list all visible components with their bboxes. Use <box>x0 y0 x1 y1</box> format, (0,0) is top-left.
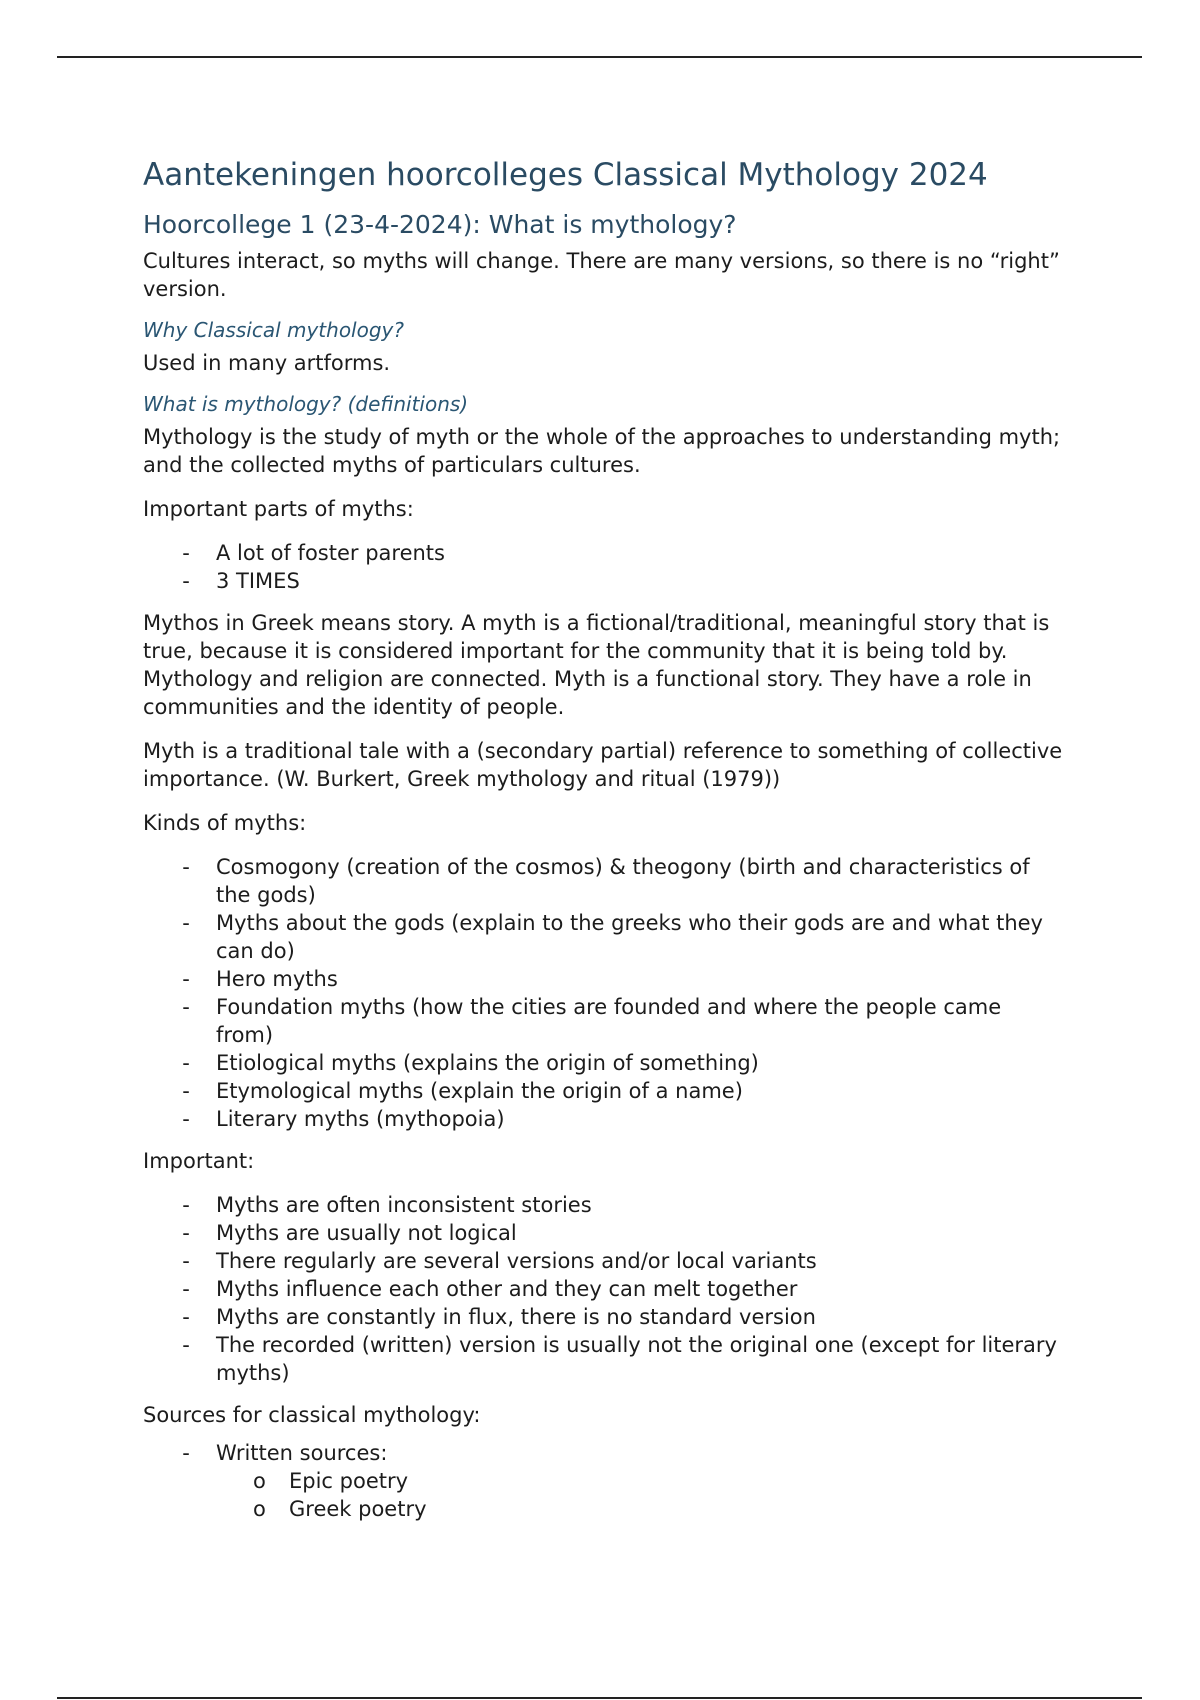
kinds-list <box>143 853 1063 1133</box>
list-item: - Foundation myths (how the cities are founded and where the people came from) <box>216 993 1063 1049</box>
lecture-heading: Hoorcollege 1 (23-4-2024): What is mythology? <box>143 210 737 239</box>
dash-bullet: - <box>182 1305 190 1329</box>
mythos-paragraph: Mythos in Greek means story. A myth is a fictional/traditional, meaningful story that is true, because it is considered important for the community that it is being told by. Mythology and religion are connected. Myth is a functional story. They have a role in communities and the identity of people. <box>143 611 1050 719</box>
dash-bullet: - <box>182 1193 190 1217</box>
list-item: - Myths about the gods (explain to the greeks who their gods are and what they can do) <box>216 909 1063 965</box>
dash-bullet: - <box>182 569 190 593</box>
top-rule <box>57 56 1142 58</box>
list-item: - 3 TIMES <box>216 567 1063 595</box>
circle-bullet: o <box>253 1497 266 1521</box>
dash-bullet: - <box>182 541 190 565</box>
important-parts-list <box>143 539 1063 595</box>
list-item: - Myths are often inconsistent stories <box>216 1191 1063 1219</box>
sources-list <box>143 1439 1063 1523</box>
list-item: - Hero myths <box>216 965 1063 993</box>
dash-bullet: - <box>182 1277 190 1301</box>
list-item: - Etymological myths (explain the origin of a name) <box>216 1077 1063 1105</box>
list-item: o Epic poetry <box>253 1469 409 1493</box>
important-label: Important: <box>143 1149 255 1173</box>
dash-bullet: - <box>182 1441 190 1465</box>
dash-bullet: - <box>182 967 190 991</box>
why-paragraph: Used in many artforms. <box>143 351 391 375</box>
list-item: - Literary myths (mythopoia) <box>216 1105 1063 1133</box>
important-list <box>143 1191 1063 1387</box>
dash-bullet: - <box>182 995 190 1019</box>
definition-paragraph: Mythology is the study of myth or the whole of the approaches to understanding myth; and the collected myths of particulars cultures. <box>143 425 1061 477</box>
document-title: Aantekeningen hoorcolleges Classical Mythology 2024 <box>143 157 988 193</box>
list-item: - There regularly are several versions and/or local variants <box>216 1247 1063 1275</box>
list-item: o Greek poetry <box>253 1497 427 1521</box>
dash-bullet: - <box>182 911 190 935</box>
bottom-rule <box>57 1697 1142 1699</box>
dash-bullet: - <box>182 1249 190 1273</box>
list-item: - Etiological myths (explains the origin of something) <box>216 1049 1063 1077</box>
definitions-heading: What is mythology? (definitions) <box>143 392 469 416</box>
list-item: - Written sources: o Epic poetry o Greek poetry <box>216 1439 1063 1523</box>
burkert-paragraph: Myth is a traditional tale with a (secondary partial) reference to something of collective importance. (W. Burkert, Greek mythology and ritual (1979)) <box>143 739 1063 791</box>
important-parts-label: Important parts of myths: <box>143 497 414 521</box>
list-item: - A lot of foster parents <box>216 539 1063 567</box>
list-item: - Myths are constantly in flux, there is no standard version <box>216 1303 1063 1331</box>
document-body <box>143 155 1063 1537</box>
sources-sublist <box>216 1467 1063 1523</box>
list-item: - Cosmogony (creation of the cosmos) & theogony (birth and characteristics of the gods) <box>216 853 1063 909</box>
dash-bullet: - <box>182 1333 190 1357</box>
list-item: - Myths influence each other and they can melt together <box>216 1275 1063 1303</box>
dash-bullet: - <box>182 1079 190 1103</box>
sources-label: Sources for classical mythology: <box>143 1403 481 1427</box>
dash-bullet: - <box>182 1051 190 1075</box>
dash-bullet: - <box>182 1221 190 1245</box>
intro-paragraph: Cultures interact, so myths will change. There are many versions, so there is no “right” version. <box>143 249 1060 301</box>
list-item: - Myths are usually not logical <box>216 1219 1063 1247</box>
why-heading: Why Classical mythology? <box>143 318 404 342</box>
dash-bullet: - <box>182 855 190 879</box>
dash-bullet: - <box>182 1107 190 1131</box>
circle-bullet: o <box>253 1469 266 1493</box>
kinds-label: Kinds of myths: <box>143 811 307 835</box>
list-item: - The recorded (written) version is usually not the original one (except for literary myths) <box>216 1331 1063 1387</box>
